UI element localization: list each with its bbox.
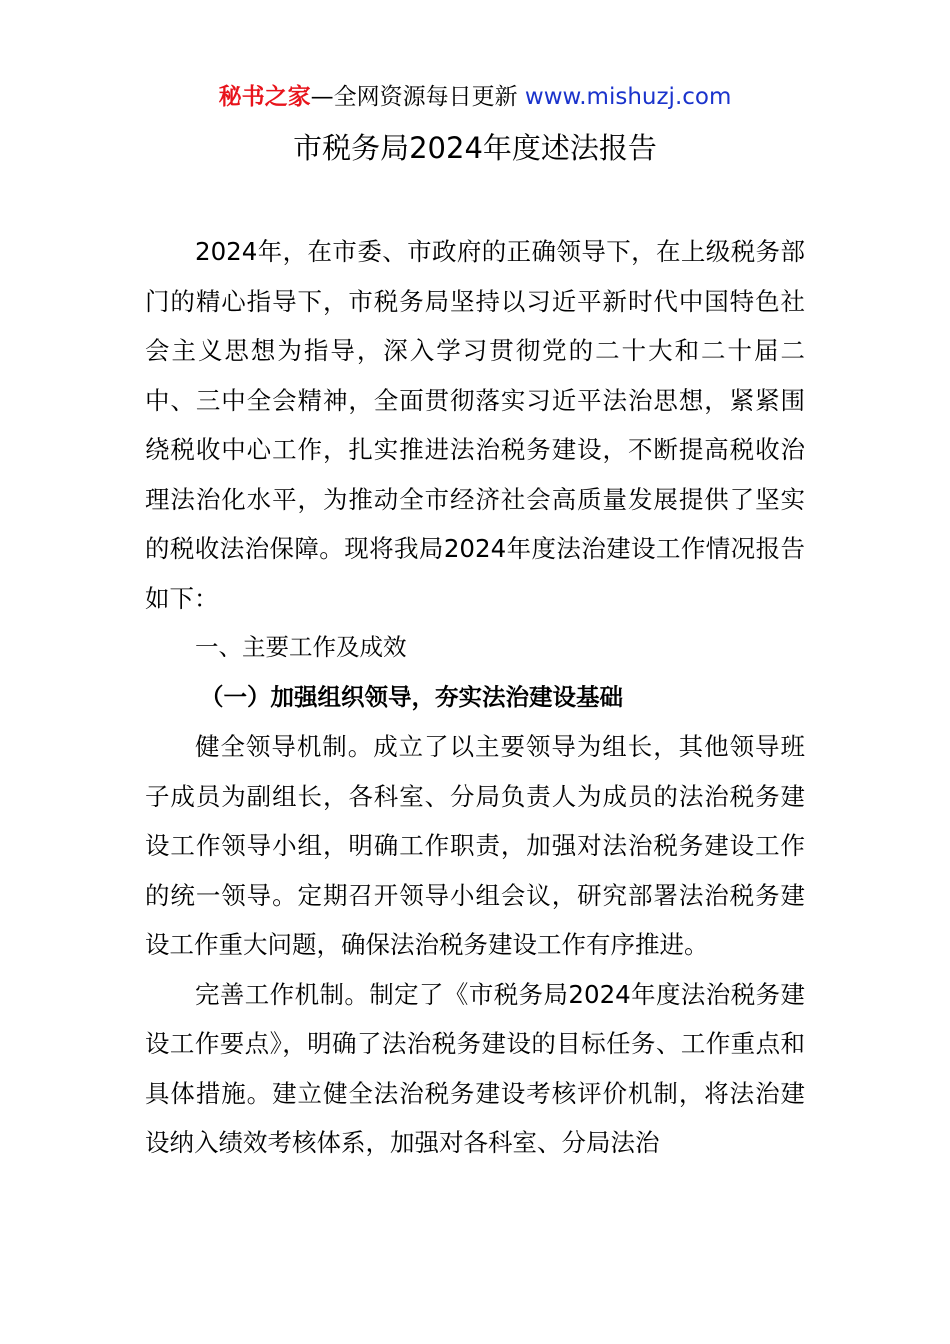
section-heading: 一、主要工作及成效 <box>195 633 407 661</box>
site-url-link[interactable]: www.mishuzj.com <box>524 84 732 110</box>
subsection-heading: （一）加强组织领导，夯实法治建设基础 <box>200 682 623 711</box>
intro-paragraph: 2024年，在市委、市政府的正确领导下，在上级税务部门的精心指导下，市税务局坚持以习近平新时代中国特色社会主义思想为指导，深入学习贯彻党的二十大和二十届二中、三中全会精神，全面贯彻落实习近平法治思想，紧紧围绕税收中心工作，扎实推进法治税务建设，不断提高税收治理法治化水平，为推动全市经济社会高质量发展提供了坚实的税收法治保障。现将我局2024年度法治建设工作情况报告如下： <box>145 237 805 613</box>
body-paragraph: 健全领导机制。成立了以主要领导为组长，其他领导班子成员为副组长，各科室、分局负责人为成员的法治税务建设工作领导小组，明确工作职责，加强对法治税务建设工作的统一领导。定期召开领导小组会议，研究部署法治税务建设工作重大问题，确保法治税务建设工作有序推进。 <box>145 732 805 959</box>
body-paragraph: 完善工作机制。制定了《市税务局2024年度法治税务建设工作要点》，明确了法治税务建设的目标任务、工作重点和具体措施。建立健全法治税务建设考核评价机制，将法治建设纳入绩效考核体系，加强对各科室、分局法治 <box>145 979 805 1157</box>
site-tagline: —全网资源每日更新 <box>310 84 525 110</box>
document-body <box>145 227 805 1168</box>
site-header <box>0 80 950 114</box>
document-title: 市税务局2024年度述法报告 <box>293 131 657 165</box>
brand-name: 秘书之家 <box>218 84 311 110</box>
